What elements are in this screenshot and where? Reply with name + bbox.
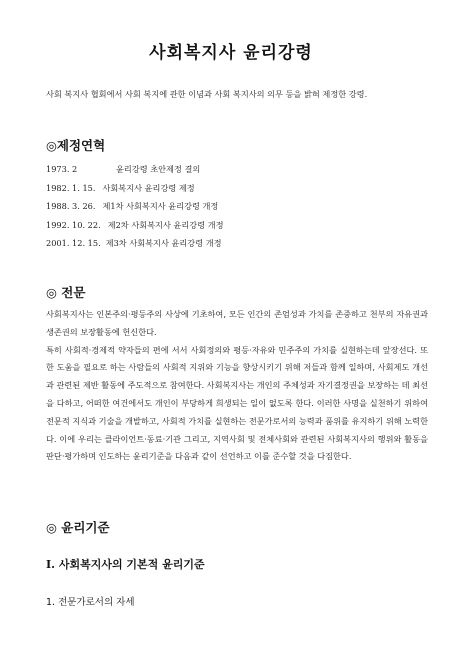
section-title-text: 사회복지사의 기본적 윤리기준 <box>58 558 205 571</box>
history-text: 제2차 사회복지사 윤리강령 개정 <box>107 219 224 230</box>
preamble-paragraph: 특히 사회적·경제적 약자들의 편에 서서 사회정의와 평등·자유와 민주주의 가치를 실현하는데 앞장선다. 또한 도움을 필요로 하는 사람들의 사회적 지위와 기능을 향상시키기 위해 저들과 함께 일하며, 사회제도 개선과 관련된 제반 활동에 주도적으로 참여한다. 사회복지사는 개인의 주체성과 자기결정권을 보장하는 데 최선을 다하고, 어떠한 여건에서도 개인이 부당하게 희생되는 일이 없도록 한다. 이러한 사명을 실천하기 위하여 전문적 지식과 기술을 개발하고, 사회적 가치를 실현하는 전문가로서의 능력과 품위를 유지하기 위해 노력한다. 이에 우리는 클라이언트·동료·기관 그리고, 지역사회 및 전체사회와 관련된 사회복지사의 행위와 활동을 판단·평가하며 인도하는 윤리기준을 다음과 같이 선언하고 이를 준수할 것을 다짐한다. <box>46 344 428 462</box>
preamble-body <box>46 306 428 466</box>
subsection-title: 1. 전문가로서의 자세 <box>46 597 135 608</box>
history-item <box>46 197 426 216</box>
history-text: 사회복지사 윤리강령 제정 <box>102 182 195 193</box>
ethics-heading: ◎ 윤리기준 <box>46 520 110 535</box>
section-title <box>46 556 205 572</box>
history-text: 제1차 사회복지사 윤리강령 개정 <box>102 201 219 211</box>
history-date: 1982. 1. 15. <box>46 182 96 193</box>
history-date: 1992. 10. 22. <box>46 219 101 230</box>
intro-text: 사회 복지사 협회에서 사회 복지에 관한 이념과 사회 복지사의 의무 등을 밝혀 제정한 강령. <box>46 89 368 99</box>
history-date: 1988. 3. 26. <box>46 201 96 211</box>
history-heading: ◎제정연혁 <box>46 138 106 153</box>
history-date: 1973. 2 <box>46 164 78 174</box>
history-text: 제3차 사회복지사 윤리강령 개정 <box>105 238 222 248</box>
preamble-heading: ◎ 전문 <box>46 285 86 300</box>
history-item <box>46 234 426 253</box>
history-item <box>46 216 426 235</box>
history-list <box>46 160 426 253</box>
section-number: I. <box>46 558 55 571</box>
history-item <box>46 160 426 179</box>
preamble-paragraph: 사회복지사는 인본주의·평등주의 사상에 기초하여, 모든 인간의 존엄성과 가치를 존중하고 천부의 자유권과 생존권의 보장활동에 헌신한다. <box>46 309 428 337</box>
history-text: 윤리강령 초안제정 결의 <box>116 164 201 174</box>
page-title: 사회복지사 윤리강령 <box>149 43 313 63</box>
history-date: 2001. 12. 15. <box>46 238 101 248</box>
history-item <box>46 179 426 198</box>
